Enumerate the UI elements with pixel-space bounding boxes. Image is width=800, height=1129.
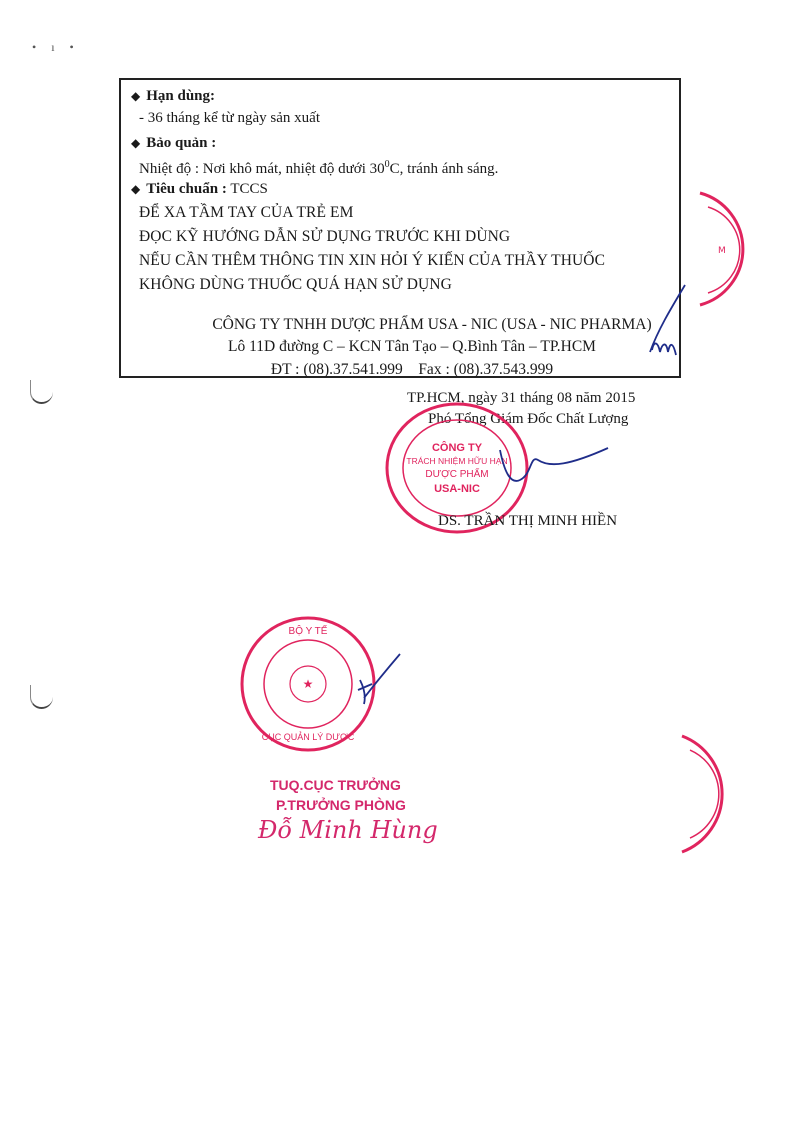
punch-hole xyxy=(30,380,53,404)
shelf-life-text: - 36 tháng kể từ ngày sản xuất xyxy=(139,110,321,126)
warning-read-instructions: ĐỌC KỸ HƯỚNG DẪN SỬ DỤNG TRƯỚC KHI DÙNG xyxy=(139,228,511,245)
label-box xyxy=(119,78,681,378)
svg-text:M: M xyxy=(718,246,726,256)
warning-expired: KHÔNG DÙNG THUỐC QUÁ HẠN SỬ DỤNG xyxy=(139,276,452,293)
seal-line-type: TRÁCH NHIỆM HỮU HẠN xyxy=(406,456,508,466)
signer-title: Phó Tổng Giám Đốc Chất Lượng xyxy=(428,411,629,427)
warning-ask-doctor: NẾU CẦN THÊM THÔNG TIN XIN HỎI Ý KIẾN CỦA THẦY THUỐC xyxy=(139,252,606,269)
seal-line-pharma: DƯỢC PHẨM xyxy=(425,469,489,480)
authority-initial-icon xyxy=(350,650,410,710)
authority-title-2: P.TRƯỞNG PHÒNG xyxy=(276,797,406,813)
initials-signature-icon xyxy=(640,280,700,375)
storage-text: Nhiệt độ : Nơi khô mát, nhiệt độ dưới $30^0C$, tránh ánh sáng. xyxy=(139,159,499,177)
ministry-seal-bottom: CỤC QUẢN LÝ DƯỢC xyxy=(261,732,355,742)
standard-line: ◆ Tiêu chuẩn : TCCS xyxy=(131,181,268,197)
company-address: Lô 11D đường C – KCN Tân Tạo – Q.Bình Tân – TP.HCM xyxy=(228,338,596,355)
signer-name: DS. TRẦN THỊ MINH HIỀN xyxy=(438,513,618,529)
warning-keep-away: ĐỂ XA TẦM TAY CỦA TRẺ EM xyxy=(139,204,354,221)
authority-signature: Đỗ Minh Hùng xyxy=(258,816,438,844)
diamond-bullet-icon: ◆ xyxy=(131,136,141,150)
partial-seal-icon xyxy=(670,730,750,860)
seal-line-company: CÔNG TY xyxy=(431,442,483,454)
place-date: TP.HCM, ngày 31 tháng 08 năm 2015 xyxy=(407,390,636,406)
seal-line-brand: USA-NIC xyxy=(434,483,480,495)
diamond-bullet-icon: ◆ xyxy=(131,89,141,103)
partial-seal-icon xyxy=(690,185,760,315)
diamond-bullet-icon: ◆ xyxy=(131,182,141,196)
company-contact: ĐT : (08).37.541.999 Fax : (08).37.543.999 xyxy=(270,361,554,378)
shelf-life-heading: ◆ Hạn dùng: xyxy=(131,88,216,104)
ministry-seal-top: BỘ Y TẾ xyxy=(288,626,328,637)
company-name: CÔNG TY TNHH DƯỢC PHẨM USA - NIC (USA - NIC PHARMA) xyxy=(212,316,652,333)
authority-title-1: TUQ.CỤC TRƯỞNG xyxy=(270,777,401,793)
scan-marks: • ı • xyxy=(32,40,80,54)
svg-text:★: ★ xyxy=(302,677,314,691)
handwritten-signature-icon xyxy=(490,430,620,500)
storage-heading: ◆ Bảo quản : xyxy=(131,135,217,151)
punch-hole xyxy=(30,685,53,709)
